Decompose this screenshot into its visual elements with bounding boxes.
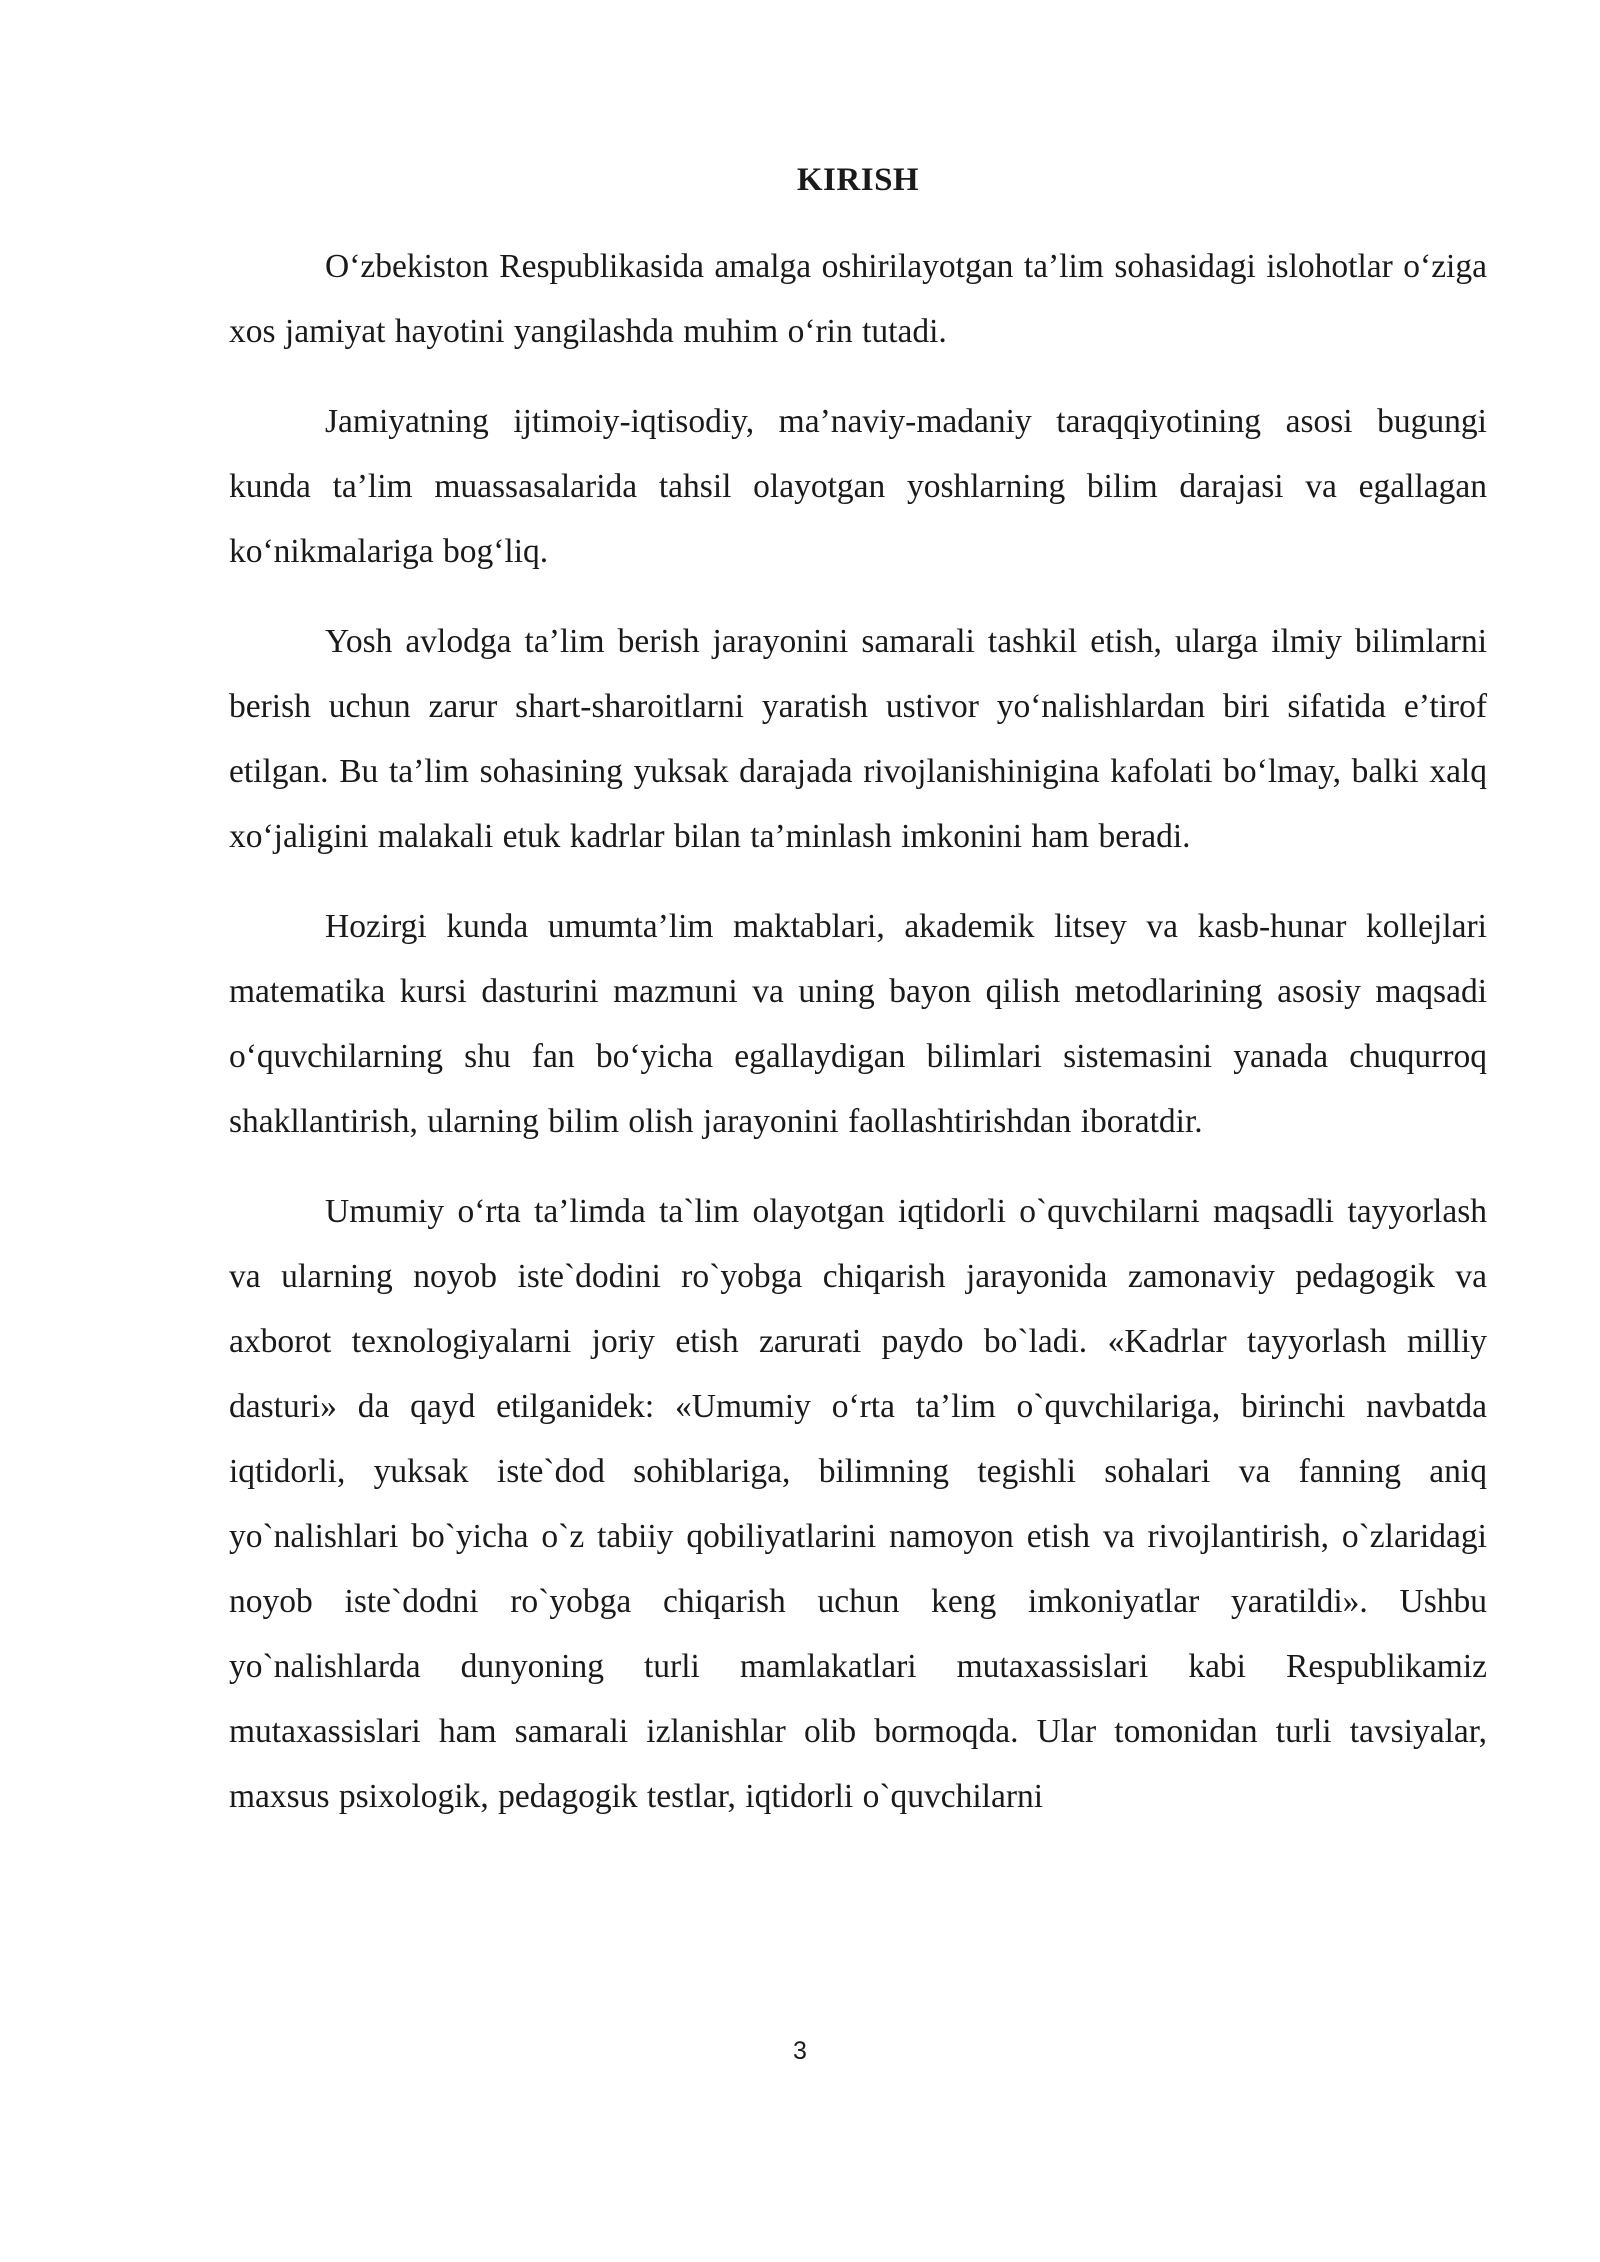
paragraph-5: Umumiy o‘rta ta’limda ta`lim olayotgan iqtidorli o`quvchilarni maqsadli tayyorlash va ularning noyob iste`dodini ro`yobga chiqarish jarayonida zamonaviy pedagogik va axborot texnologiyalarni joriy etish zarurati paydo bo`ladi. «Kadrlar tayyorlash milliy dasturi» da qayd etilganidek: «Umumiy o‘rta ta’lim o`quvchilariga, birinchi navbatda iqtidorli, yuksak iste`dod sohiblariga, bilimning tegishli sohalari va fanning aniq yo`nalishlari bo`yicha o`z tabiiy qobiliyatlarini namoyon etish va rivojlantirish, o`zlaridagi noyob iste`dodni ro`yobga chiqarish uchun keng imkoniyatlar yaratildi». Ushbu yo`nalishlarda dunyoning turli mamlakatlari mutaxassislari kabi Respublikamiz mutaxassislari ham samarali izlanishlar olib bormoqda. Ular tomonidan turli tavsiyalar, maxsus psixologik, pedagogik testlar, iqtidorli o`quvchilarni: [229, 1193, 1487, 1815]
paragraph-4: Hozirgi kunda umumta’lim maktablari, akademik litsey va kasb-hunar kollejlari matematika kursi dasturini mazmuni va uning bayon qilish metodlarining asosiy maqsadi o‘quvchilarning shu fan bo‘yicha egallaydigan bilimlari sistemasini yanada chuqurroq shakllantirish, ularning bilim olish jarayonini faollashtirishdan iboratdir.: [229, 908, 1487, 1140]
paragraph-1: O‘zbekiston Respublikasida amalga oshirilayotgan ta’lim sohasidagi islohotlar o‘ziga xos jamiyat hayotini yangilashda muhim o‘rin tutadi.: [229, 248, 1487, 350]
section-title: KIRISH: [796, 162, 920, 198]
paragraph-2: Jamiyatning ijtimoiy-iqtisodiy, ma’naviy-madaniy taraqqiyotining asosi bugungi kunda ta’lim muassasalarida tahsil olayotgan yoshlarning bilim darajasi va egallagan ko‘nikmalariga bog‘liq.: [229, 403, 1487, 570]
paragraph-3: Yosh avlodga ta’lim berish jarayonini samarali tashkil etish, ularga ilmiy bilimlarni berish uchun zarur shart-sharoitlarni yaratish ustivor yo‘nalishlardan biri sifatida e’tirof etilgan. Bu ta’lim sohasining yuksak darajada rivojlanishinigina kafolati bo‘lmay, balki xalq xo‘jaligini malakali etuk kadrlar bilan ta’minlash imkonini ham beradi.: [229, 623, 1487, 855]
page-content: [229, 160, 1487, 1829]
page-number: 3: [793, 2037, 807, 2065]
